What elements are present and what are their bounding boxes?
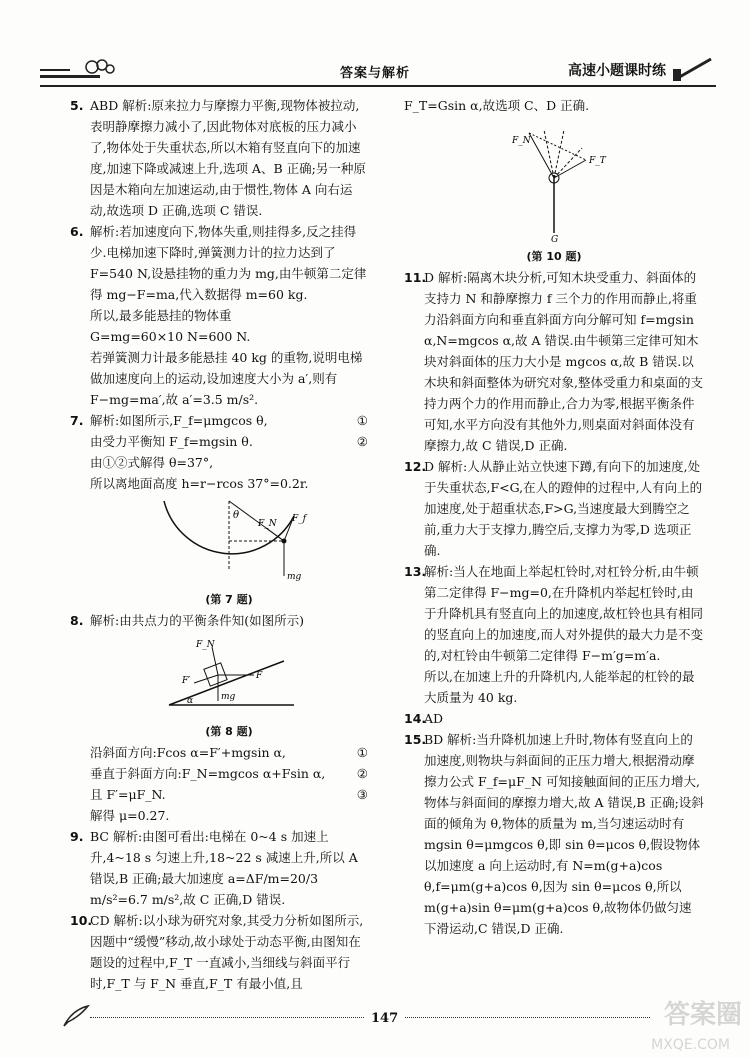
incline-diagram [154, 633, 304, 718]
figure-8 [90, 633, 368, 740]
answer-9 [70, 826, 368, 910]
answer-6 [70, 221, 368, 410]
answer-line: 解析:由共点力的平衡条件知(如图所示) [90, 613, 304, 628]
question-number: 15. [404, 732, 427, 747]
equation-marker: ① [356, 745, 368, 760]
mg-label: mg [221, 692, 236, 702]
answer-line: G=mg=60×10 N=600 N. [90, 329, 251, 344]
answer-5 [70, 95, 368, 221]
watermark-url: MXQE.COM [651, 1037, 730, 1053]
answer-13 [404, 561, 704, 708]
fprime-label: F′ [182, 676, 191, 686]
answer-text: 解析:若加速度向下,物体失重,则挂得多,反之挂得少.电梯加速下降时,弹簧测力计的拉力达到了 F=540 N,设悬挂物的重力为 mg,由牛顿第二定律得 mg−F=ma,代入数据得 m=60 kg. [90, 224, 367, 302]
answer-line: 所以离地面高度 h=r−rcos 37°=0.2r. [90, 476, 309, 491]
answer-7 [70, 410, 368, 608]
answer-text: D 解析:隔离木块分析,可知木块受重力、斜面体的支持力 N 和静摩擦力 f 三个力的作用而静止,将重力沿斜面方向和垂直斜面方向分解可知 f=mgsin α,N=mgcos α,故 A 错误.由牛顿第三定律可知木块对斜面体的压力大小是 mgcos α,故 B 错误.以木块和斜面整体为研究对象,整体受重力和桌面的支持力两个力的作用而静止,合力为零,根据平衡条件可知,水平方向没有其他外力,则桌面对斜面体没有摩擦力,故 C 错误,D 正确. [424, 270, 703, 453]
equation-marker: ② [356, 766, 368, 781]
quill-icon [62, 1004, 90, 1028]
answer-text: BC 解析:由图可看出:电梯在 0~4 s 加速上升,4~18 s 匀速上升,18~22 s 减速上升,所以 A 错误,B 正确;最大加速度 a=ΔF/m=20/3 m/s²=6.7 m/s²,故 C 正确,D 错误. [90, 829, 358, 907]
figure-7 [90, 496, 368, 608]
equation-marker: ① [356, 413, 368, 428]
answer-line: 由①②式解得 θ=37°, [90, 455, 214, 470]
question-number: 7. [70, 413, 84, 428]
figure-10 [404, 118, 704, 265]
g-label: G [551, 235, 559, 245]
answer-text: AD [424, 711, 444, 726]
watermark-logo: 答案圈 [663, 1000, 742, 1030]
question-number: 5. [70, 98, 84, 113]
fn-label: F_N [512, 136, 531, 146]
figure-caption: (第 7 题) [205, 593, 253, 606]
answer-text: D 解析:人从静止站立快速下蹲,有向下的加速度,处于失重状态,F<G,在人的蹬伸的过程中,人有向上的加速度,处于超重状态,F>G,当速度最大到腾空之前,重力大于支撑力,腾空后,支撑力为零,D 选项正确. [424, 459, 703, 558]
question-number: 8. [70, 613, 84, 628]
f-label: F [256, 671, 263, 681]
answer-text: 解析:当人在地面上举起杠铃时,对杠铃分析,由牛顿第二定律得 F−mg=0,在升降机内举起杠铃时,由于升降机具有竖直向上的加速度,故杠铃也具有相同的竖直向上的加速度,而人对外提供的最大力是不变的,对杠铃由牛顿第二定律得 F−m′g=m′a. [424, 564, 703, 663]
answer-8 [70, 610, 368, 826]
answer-line: 解得 μ=0.27. [90, 808, 170, 823]
equation-line: 且 F′=μF_N. [90, 787, 166, 802]
equation-marker: ③ [356, 787, 368, 802]
header-series-title: 高速小题课时练 [568, 63, 666, 79]
question-number: 9. [70, 829, 84, 844]
figure-caption: (第 10 题) [526, 250, 582, 263]
answer-15 [404, 729, 704, 939]
answer-10-continued: F_T=Gsin α,故选项 C、D 正确. [404, 98, 590, 113]
force-triangle-diagram [494, 118, 614, 243]
question-number: 6. [70, 224, 84, 239]
equation-marker: ② [356, 434, 368, 449]
answer-line: 所以,最多能悬挂的物体重 [90, 308, 232, 323]
answer-12 [404, 456, 704, 561]
mg-label: mg [287, 572, 302, 582]
answer-text: CD 解析:以小球为研究对象,其受力分析如图所示,因题中“缓慢”移动,故小球处于动态平衡,由图知在题设的过程中,F_T 一直减小,当细线与斜面平行时,F_T 与 F_N 垂直,F_T 有最小值,且 [90, 913, 364, 991]
page-number: 147 [365, 1008, 404, 1029]
right-column [404, 95, 704, 939]
page-header [40, 55, 716, 87]
ff-label: F_f [292, 514, 307, 524]
answer-line: 所以,在加速上升的升降机内,人能举起的杠铃的最大质量为 40 kg. [424, 669, 695, 705]
question-number: 14. [404, 711, 427, 726]
answer-11 [404, 267, 704, 456]
bowl-diagram [154, 496, 307, 586]
equation-line: 解析:如图所示,F_f=μmgcos θ, [90, 413, 268, 428]
left-column [70, 95, 368, 994]
fn-label: F_N [258, 519, 277, 529]
equation-line: 沿斜面方向:Fcos α=F′+mgsin α, [90, 745, 286, 760]
question-number: 13. [404, 564, 427, 579]
answer-10 [70, 910, 368, 994]
fn-label: F_N [196, 640, 215, 650]
question-number: 11. [404, 270, 427, 285]
answer-line: 若弹簧测力计最多能悬挂 40 kg 的重物,说明电梯做加速度向上的运动,设加速度大小为 a′,则有 F−mg=ma′,故 a′=3.5 m/s². [90, 350, 363, 407]
flower-logo-icon [40, 57, 120, 85]
figure-caption: (第 8 题) [205, 725, 253, 738]
alpha-label: α [187, 696, 194, 706]
question-number: 12. [404, 459, 427, 474]
answer-text: BD 解析:当升降机加速上升时,物体有竖直向上的加速度,则物块与斜面间的正压力增大,根据滑动摩擦力公式 F_f=μF_N 可知接触面间的正压力增大,物体与斜面间的摩擦力增大,故 A 错误,B 正确;设斜面的倾角为 θ,物体的质量为 m,当匀速运动时有 mgsin θ=μmgcos θ,即 sin θ=μcos θ,假设物体以加速度 a 向上运动时,有 N=m(g+a)cos θ,f=μm(g+a)cos θ,因为 sin θ=μcos θ,所以 m(g+a)sin θ=μm(g+a)cos θ,故物体仍做匀速下滑运动,C 错误,D 正确. [424, 732, 704, 936]
ft-label: F_T [589, 156, 606, 166]
header-title: 答案与解析 [340, 66, 411, 81]
theta-label: θ [233, 510, 240, 521]
answer-14 [404, 708, 704, 729]
question-number: 10. [70, 913, 93, 928]
equation-line: 由受力平衡知 F_f=mgsin θ. [90, 434, 253, 449]
equation-line: 垂直于斜面方向:F_N=mgcos α+Fsin α, [90, 766, 326, 781]
pencil-icon [671, 55, 716, 83]
answer-text: ABD 解析:原来拉力与摩擦力平衡,现物体被拉动,表明静摩擦力减小了,因此物体对底板的压力减小了,物体处于失重状态,所以木箱有竖直向下的加速度,加速下降或减速上升,选项 A、B 正确;另一种原因是木箱向左加速运动,由于惯性,物体 A 向右运动,故选项 D 正确,选项 C 错误. [90, 98, 366, 218]
